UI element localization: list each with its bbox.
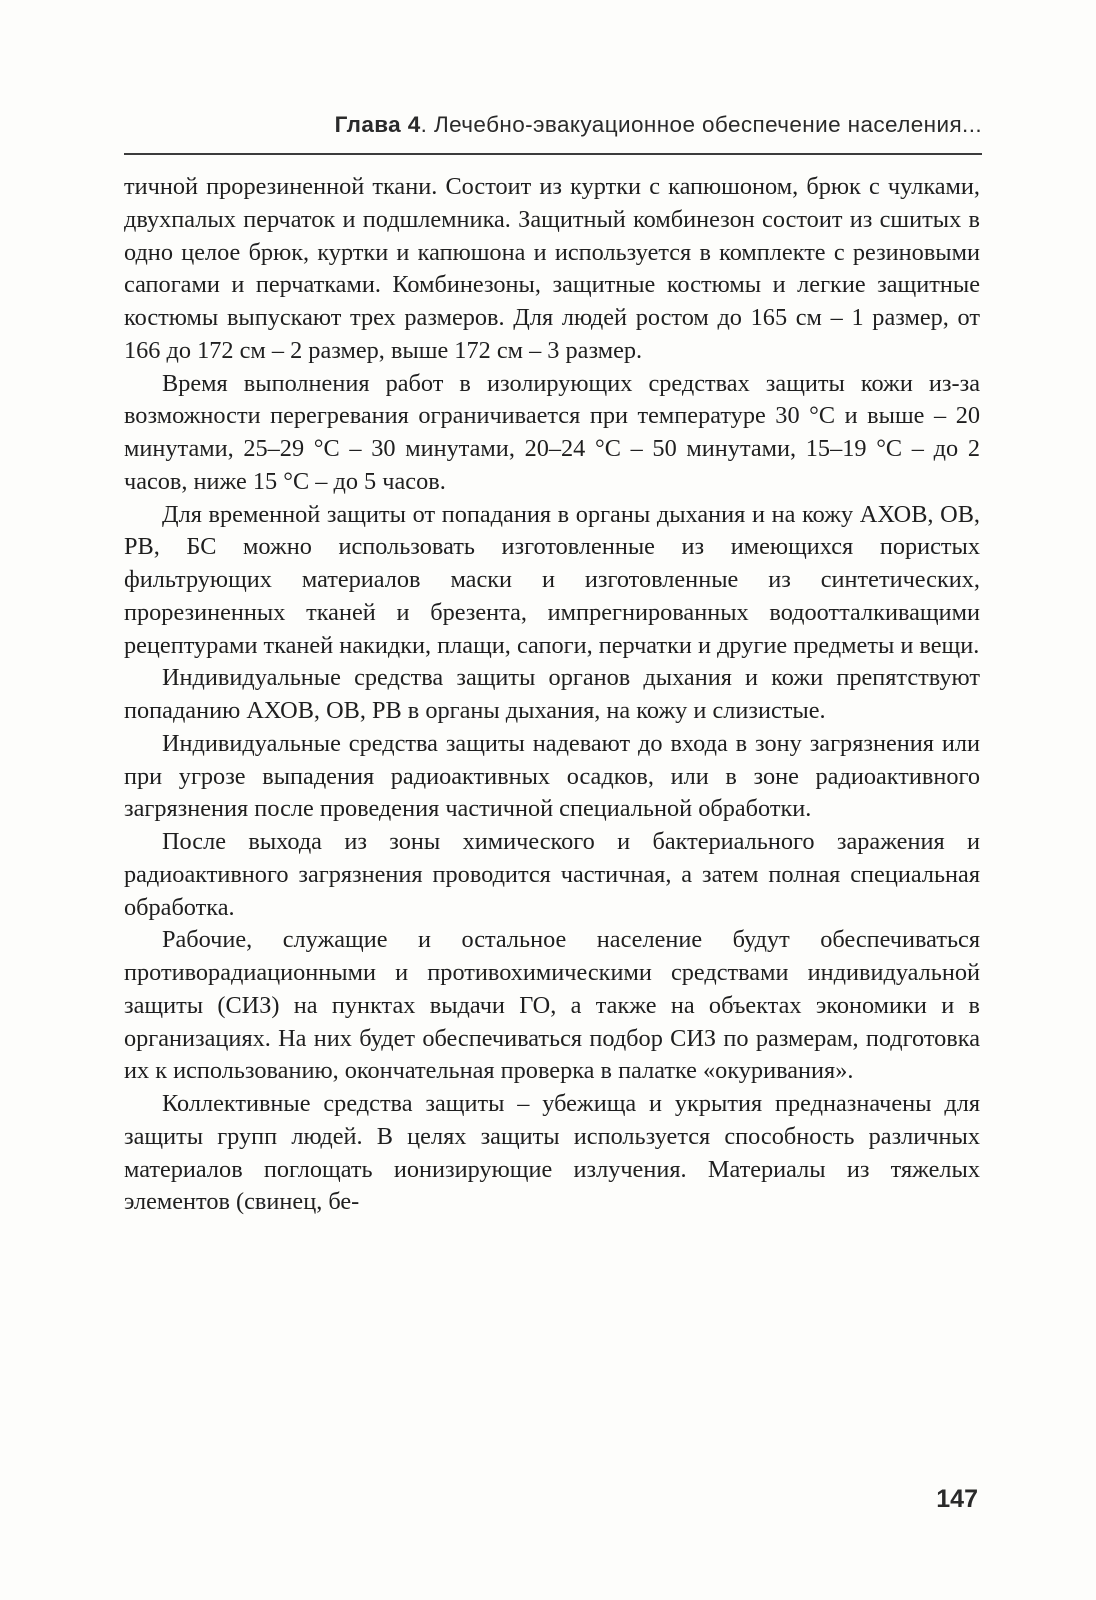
chapter-title: . Лечебно-эвакуационное обеспечение населения... (420, 112, 982, 137)
paragraph: Для временной защиты от попадания в органы дыхания и на кожу АХОВ, ОВ, РВ, БС можно использовать изготовленные из имеющихся пористых фильтрующих материалов маски и изготовленные из синтетических, прорезиненных тканей и брезента, импрегнированных водоотталкиващими рецептурами тканей накидки, плащи, сапоги, перчатки и другие предметы и вещи. (124, 500, 980, 659)
page-body (124, 171, 980, 1219)
running-head (124, 112, 982, 138)
paragraph: тичной прорезиненной ткани. Состоит из куртки с капюшоном, брюк с чулками, двухпалых перчаток и подшлемника. Защитный комбинезон состоит из сшитых в одно целое брюк, куртки и капюшона и используется в комплекте с резиновыми сапогами и перчатками. Комбинезоны, защитные костюмы и легкие защитные костюмы выпускают трех размеров. Для людей ростом до 165 см – 1 размер, от 166 до 172 см – 2 размер, выше 172 см – 3 размер. (124, 173, 980, 364)
chapter-label: Глава 4 (334, 112, 421, 137)
paragraph: Индивидуальные средства защиты надевают до входа в зону загрязнения или при угрозе выпадения радиоактивных осадков, или в зоне радиоактивного загрязнения после проведения частичной специальной обработки. (124, 729, 980, 823)
paragraph: Коллективные средства защиты – убежища и укрытия предназначены для защиты групп людей. В целях защиты используется способность различных материалов поглощать ионизирующие излучения. Материалы из тяжелых элементов (свинец, бе- (124, 1090, 980, 1216)
paragraph: Рабочие, служащие и остальное население будут обеспечиваться противорадиационными и противохимическими средствами индивидуальной защиты (СИЗ) на пунктах выдачи ГО, а также на объектах экономики и в организациях. На них будет обеспечиваться подбор СИЗ по размерам, подготовка их к использованию, окончательная проверка в палатке «окуривания». (124, 926, 980, 1085)
paragraph: Время выполнения работ в изолирующих средствах защиты кожи из-за возможности перегревания ограничивается при температуре 30 °С и выше – 20 минутами, 25–29 °С – 30 минутами, 20–24 °С – 50 минутами, 15–19 °С – до 2 часов, ниже 15 °С – до 5 часов. (124, 369, 980, 495)
page-number: 147 (936, 1485, 978, 1513)
paragraph: Индивидуальные средства защиты органов дыхания и кожи препятствуют попаданию АХОВ, ОВ, РВ в органы дыхания, на кожу и слизистые. (124, 664, 980, 724)
header-rule (124, 153, 982, 155)
paragraph: После выхода из зоны химического и бактериального заражения и радиоактивного загрязнения проводится частичная, а затем полная специальная обработка. (124, 828, 980, 921)
